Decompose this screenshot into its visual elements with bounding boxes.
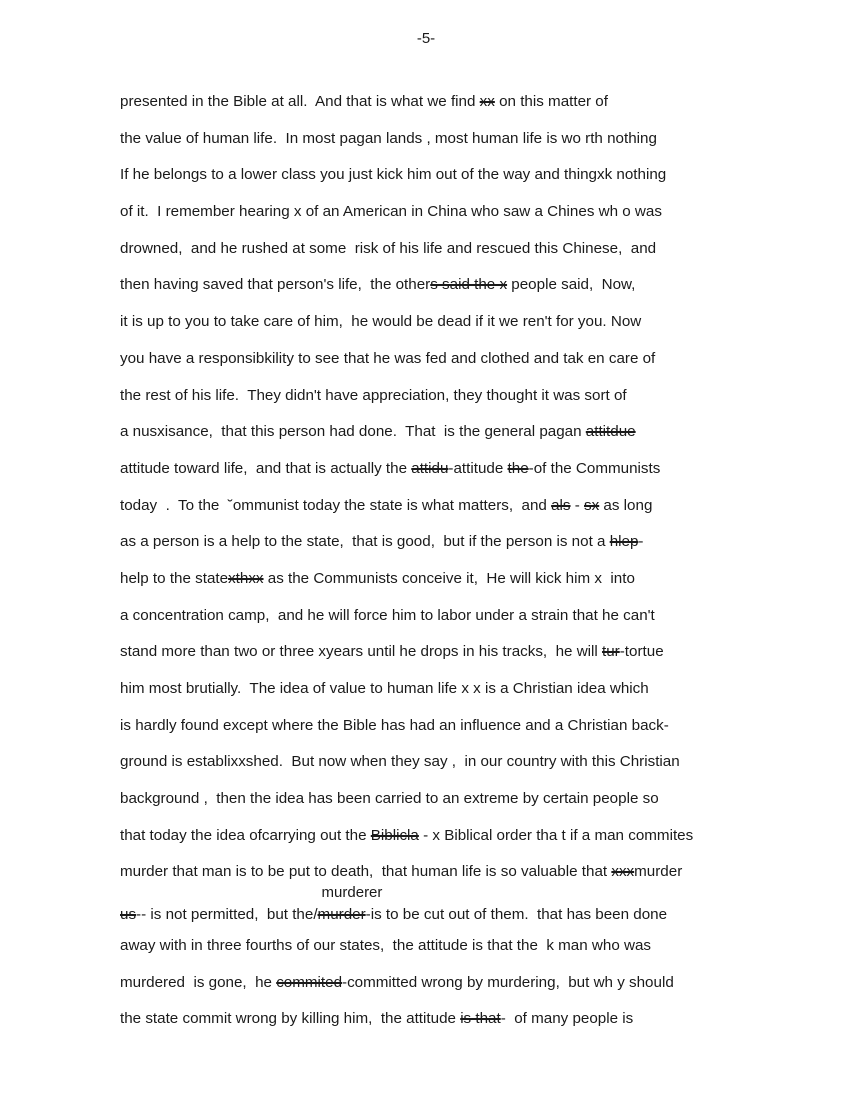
text-line [120, 971, 850, 1008]
text-line [120, 714, 850, 751]
text-segment: help to the state [120, 569, 229, 587]
text-segment: - [570, 496, 585, 514]
text-segment: - [638, 533, 644, 551]
text-line [120, 200, 850, 237]
struck-text: murder [317, 906, 366, 924]
text-line [120, 884, 850, 934]
text-line [120, 824, 850, 861]
text-segment: of it. I remember hearing x of an American in China who saw a Chines wh o was [120, 203, 662, 221]
text-segment: murdered is gone, he [120, 973, 277, 991]
struck-text: Biblicla [370, 826, 419, 844]
text-line [120, 860, 850, 897]
page-number: -5- [416, 30, 436, 47]
struck-text: tur [602, 643, 620, 661]
struck-text: als [551, 496, 571, 514]
text-segment: murder [634, 863, 683, 881]
text-line [120, 530, 850, 567]
text-line [120, 494, 850, 531]
text-segment: -committed wrong by murdering, but wh y should [342, 973, 674, 991]
text-line [120, 750, 850, 787]
text-segment: If he belongs to a lower class you just kick him out of the way and thingxk nothing [120, 166, 667, 184]
text-line [120, 1007, 850, 1044]
text-segment: is hardly found except where the Bible has had an influence and a Christian back- [120, 716, 669, 734]
text-line [120, 420, 850, 457]
text-segment: -is to be cut out of them. that has been done [365, 906, 668, 924]
text-segment: the state commit wrong by killing him, the attitude [120, 1010, 461, 1028]
text-segment: the rest of his life. They didn't have appreciation, they thought it was sort of [120, 386, 627, 404]
struck-text: us [120, 906, 137, 924]
text-segment: you have a responsibkility to see that he was fed and clothed and tak en care of [120, 349, 656, 367]
text-segment: as long [599, 496, 653, 514]
text-segment: away with in three fourths of our states, the attitude is that the k man who was [120, 936, 651, 954]
text-line [120, 567, 850, 604]
text-segment: it is up to you to take care of him, he would be dead if it we ren't for you. Now [120, 313, 642, 331]
text-line [120, 457, 850, 494]
struck-text: hlep [609, 533, 639, 551]
text-segment: attitude toward life, and that is actually the [120, 459, 412, 477]
text-line [120, 787, 850, 824]
text-line [120, 384, 850, 421]
text-segment: as the Communists conceive it, He will kick him x into [263, 569, 635, 587]
text-segment: -attitude [448, 459, 508, 477]
struck-text: the [507, 459, 529, 477]
text-segment: a concentration camp, and he will force him to labor under a strain that he can't [120, 606, 655, 624]
text-segment: murder that man is to be put to death, that human life is so valuable that [120, 863, 612, 881]
text-segment: -- is not permitted, but the/ [136, 906, 318, 924]
struck-text: commited [276, 973, 343, 991]
struck-text: attitdue [585, 423, 636, 441]
text-segment: today . To the ˘ommunist today the state is what matters, and [120, 496, 552, 514]
text-segment: -tortue [619, 643, 664, 661]
inserted-word: murderer [321, 884, 383, 902]
text-line [120, 237, 850, 274]
text-segment: background , then the idea has been carried to an extreme by certain people so [120, 790, 659, 808]
text-segment: people said, Now, [507, 276, 636, 294]
text-segment: - x Biblical order tha t if a man commites [418, 826, 694, 844]
document-body [120, 90, 850, 1044]
struck-text: xthxx [228, 569, 264, 587]
struck-text: xx [479, 93, 495, 110]
text-line [120, 934, 850, 971]
struck-text: sx [584, 496, 600, 514]
text-line [120, 310, 850, 347]
text-segment: then having saved that person's life, the other [120, 276, 431, 294]
text-line [120, 604, 850, 641]
text-line [120, 163, 850, 200]
struck-text: is that [460, 1010, 501, 1028]
text-segment: him most brutially. The idea of value to human life x x is a Christian idea which [120, 680, 649, 697]
struck-text: s said the x [430, 276, 508, 294]
text-line [120, 677, 850, 714]
text-segment: the value of human life. In most pagan lands , most human life is wo rth nothing [120, 129, 657, 147]
text-segment: on this matter of [494, 93, 608, 110]
text-segment: presented in the Bible at all. And that is what we find [120, 93, 480, 110]
struck-text: attidu [411, 459, 449, 477]
text-segment: -of the Communists [528, 459, 661, 477]
text-line [120, 273, 850, 310]
text-line [120, 127, 850, 164]
correction [317, 884, 383, 927]
text-segment: that today the idea ofcarrying out the [120, 826, 371, 844]
text-line [120, 640, 850, 677]
struck-text: xxx [611, 863, 635, 881]
text-segment: stand more than two or three xyears until he drops in his tracks, he will [120, 643, 603, 661]
text-segment: as a person is a help to the state, that is good, but if the person is not a [120, 533, 610, 551]
text-segment: ground is establixxshed. But now when they say , in our country with this Christian [120, 753, 680, 771]
text-line [120, 347, 850, 384]
text-line [120, 90, 850, 127]
text-segment: drowned, and he rushed at some risk of his life and rescued this Chinese, and [120, 239, 657, 257]
text-segment: - of many people is [500, 1010, 634, 1028]
text-segment: a nusxisance, that this person had done. That is the general pagan [120, 423, 586, 441]
